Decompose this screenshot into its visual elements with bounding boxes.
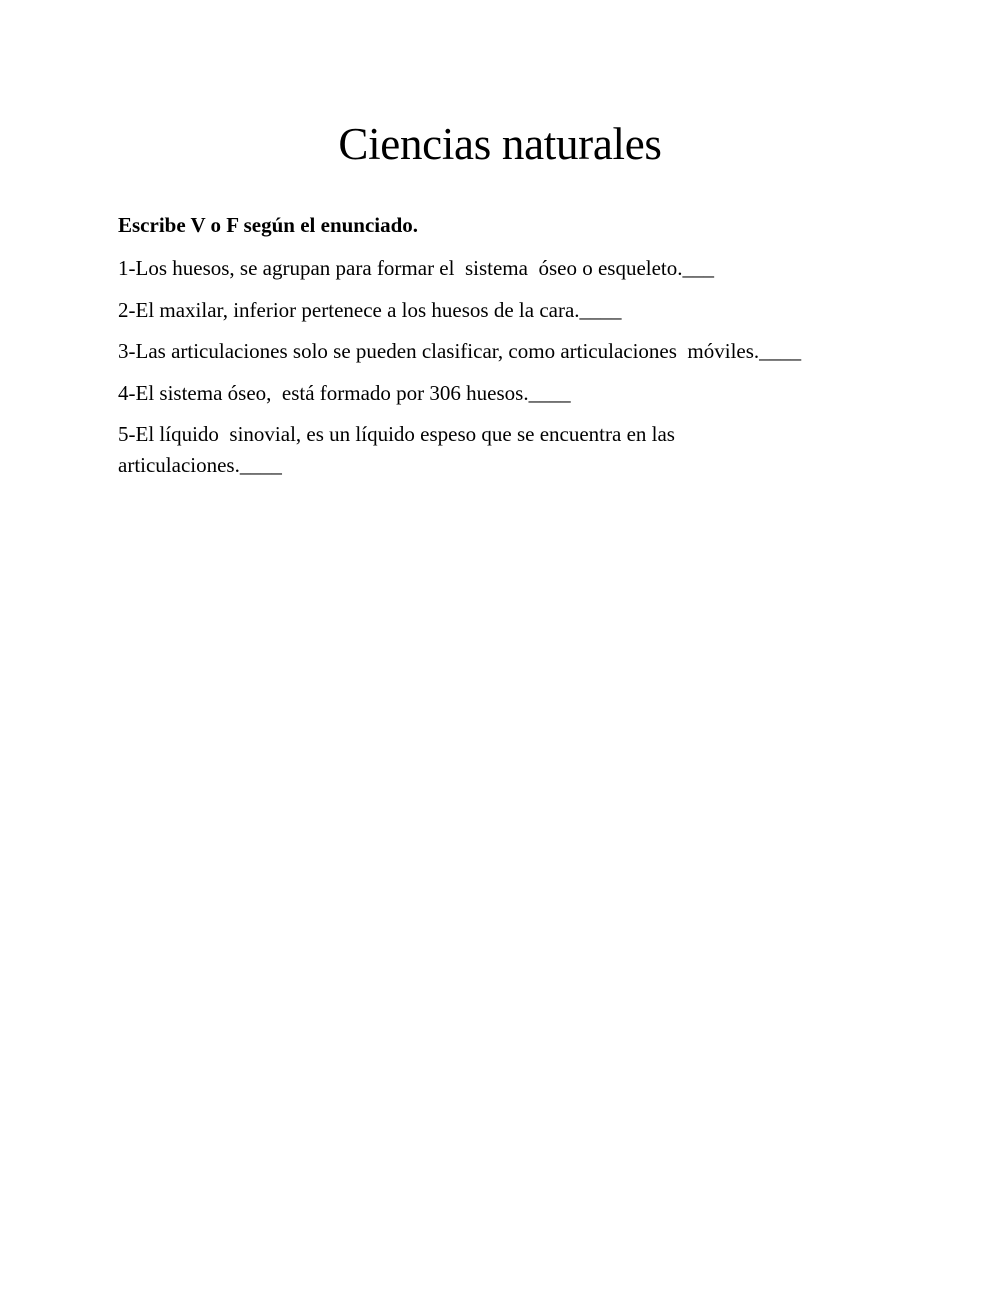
statement-item-2: 2-El maxilar, inferior pertenece a los huesos de la cara.____ <box>118 297 622 322</box>
statement-item-1: 1-Los huesos, se agrupan para formar el sistema óseo o esqueleto.___ <box>118 256 714 280</box>
statement-item-4: 4-El sistema óseo, está formado por 306 huesos.____ <box>118 380 571 405</box>
statement-list <box>118 253 888 491</box>
instruction-text: Escribe V o F según el enunciado. <box>118 213 419 237</box>
statement-item-5: 5-El líquido sinovial, es un líquido espeso que se encuentra en las articulaciones.____ <box>118 422 681 477</box>
statement-item-3: 3-Las articulaciones solo se pueden clasificar, como articulaciones móviles.____ <box>118 339 802 363</box>
page-title: Ciencias naturales <box>338 119 662 169</box>
